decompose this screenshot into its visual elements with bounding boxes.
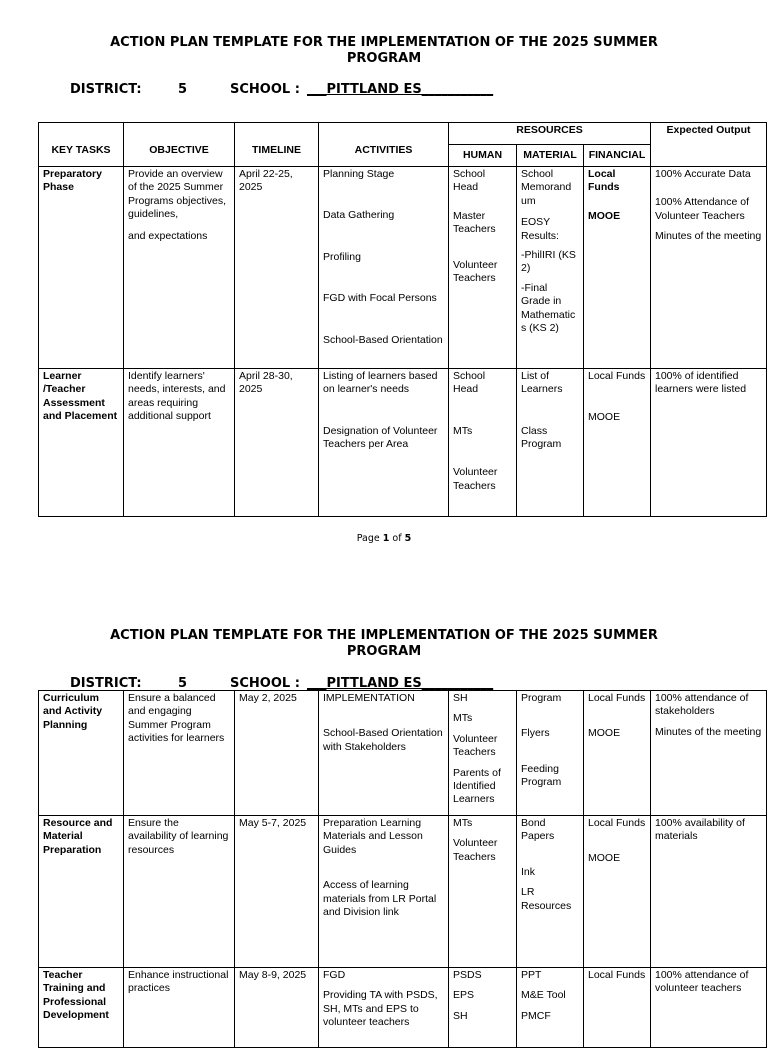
school-label: SCHOOL : — [230, 676, 300, 691]
material-cell — [517, 968, 584, 1048]
human-item: Parents of Identified Learners — [453, 766, 501, 806]
financial-item: MOOE — [588, 411, 621, 424]
district-value: 5 — [178, 82, 188, 97]
human-item: MTs — [453, 424, 473, 437]
human-item: PSDS — [453, 969, 482, 981]
material-cell — [517, 167, 584, 369]
activities-cell — [319, 968, 449, 1048]
material-item: M&E Tool — [521, 989, 566, 1002]
material-item: EOSY Results: — [521, 216, 559, 242]
output-item: 100% Accurate Data — [655, 168, 751, 180]
header-objective: OBJECTIVE — [124, 123, 235, 167]
header-material: MATERIAL — [517, 145, 584, 167]
financial-cell — [584, 369, 651, 517]
district-label: DISTRICT: — [70, 82, 142, 97]
output-item: 100% Attendance of Volunteer Teachers — [655, 196, 749, 222]
material-item: Feeding Program — [521, 762, 562, 789]
human-item: Volunteer Teachers — [453, 258, 498, 285]
human-item: Volunteer Teachers — [453, 732, 498, 759]
activity-item: School-Based Orientation — [323, 333, 443, 346]
output-item: Minutes of the meeting — [655, 230, 762, 243]
human-cell — [449, 968, 517, 1048]
header-timeline: TIMELINE — [235, 123, 319, 167]
material-item: -PhilIRI (KS 2) — [521, 249, 576, 275]
financial-cell: Local Funds — [584, 968, 651, 1048]
timeline-cell: May 5-7, 2025 — [235, 816, 319, 968]
human-item: School Head — [453, 168, 486, 194]
financial-item: MOOE — [588, 852, 621, 865]
school-value: ___PITTLAND ES___________ — [307, 676, 494, 691]
page-number-current: 1 — [382, 533, 390, 544]
objective-text: and expectations — [128, 229, 208, 242]
page2-title-line2: PROGRAM — [346, 644, 422, 659]
activity-item: FGD with Focal Persons — [323, 292, 437, 305]
objective-cell — [124, 167, 235, 369]
key-task-cell: Resource and Material Preparation — [39, 816, 124, 968]
district-label: DISTRICT: — [70, 676, 142, 691]
activity-item: Planning Stage — [323, 168, 395, 180]
page2-action-plan-table — [38, 690, 767, 1048]
page-number-prefix: Page — [356, 533, 380, 544]
human-cell — [449, 369, 517, 517]
output-cell — [651, 167, 767, 369]
table-row — [39, 369, 767, 517]
output-cell: 100% attendance of volunteer teachers — [651, 968, 767, 1048]
page2-title-line1: ACTION PLAN TEMPLATE FOR THE IMPLEMENTATION OF THE 2025 SUMMER — [110, 628, 658, 643]
table-row — [39, 816, 767, 968]
human-item: MTs — [453, 712, 473, 725]
page-number-of: of — [392, 533, 402, 544]
page-number-total: 5 — [404, 533, 412, 544]
activity-item: Access of learning materials from LR Portal and Division link — [323, 879, 437, 919]
financial-item: Local Funds — [588, 370, 646, 382]
key-task-cell: Curriculum and Activity Planning — [39, 691, 124, 816]
financial-cell — [584, 691, 651, 816]
page1-title-line2: PROGRAM — [346, 51, 422, 66]
material-item: School Memorand um — [521, 168, 572, 207]
material-cell — [517, 816, 584, 968]
financial-item: MOOE — [588, 209, 621, 222]
page1-title-line1: ACTION PLAN TEMPLATE FOR THE IMPLEMENTATION OF THE 2025 SUMMER — [110, 35, 658, 50]
output-item: Minutes of the meeting — [655, 725, 762, 738]
page1-action-plan-table — [38, 122, 767, 517]
table-row — [39, 968, 767, 1048]
activity-item: IMPLEMENTATION — [323, 692, 415, 704]
human-item: Master Teachers — [453, 209, 496, 236]
timeline-cell: May 8-9, 2025 — [235, 968, 319, 1048]
header-expected-output: Expected Output — [651, 123, 767, 167]
timeline-cell: April 28-30, 2025 — [235, 369, 319, 517]
human-cell — [449, 816, 517, 968]
header-human: HUMAN — [449, 145, 517, 167]
human-item: MTs — [453, 817, 473, 829]
activity-item: Designation of Volunteer Teachers per Area — [323, 424, 438, 451]
human-item: SH — [453, 1009, 468, 1022]
financial-item: Local Funds — [588, 168, 620, 194]
activity-item: Listing of learners based on learner's needs — [323, 370, 438, 396]
material-item: Flyers — [521, 727, 550, 740]
school-value: ___PITTLAND ES___________ — [307, 82, 494, 97]
material-item: Program — [521, 692, 562, 704]
header-activities: ACTIVITIES — [319, 123, 449, 167]
financial-cell — [584, 816, 651, 968]
district-value: 5 — [178, 676, 188, 691]
output-cell — [651, 691, 767, 816]
human-cell — [449, 167, 517, 369]
activities-cell — [319, 691, 449, 816]
objective-cell: Ensure the availability of learning resources — [124, 816, 235, 968]
financial-item: Local Funds — [588, 692, 646, 704]
table-row — [39, 167, 767, 369]
financial-item: Local Funds — [588, 817, 646, 829]
objective-cell: Enhance instructional practices — [124, 968, 235, 1048]
timeline-cell: April 22-25, 2025 — [235, 167, 319, 369]
human-item: School Head — [453, 370, 486, 396]
human-item: EPS — [453, 989, 475, 1002]
material-item: Bond Papers — [521, 817, 555, 843]
key-task-cell: Teacher Training and Professional Development — [39, 968, 124, 1048]
material-item: -Final Grade in Mathematic s (KS 2) — [521, 281, 576, 335]
material-cell — [517, 691, 584, 816]
financial-item: MOOE — [588, 727, 621, 740]
output-cell: 100% availability of materials — [651, 816, 767, 968]
material-item: Ink — [521, 865, 536, 878]
material-item: PPT — [521, 969, 542, 981]
key-task-cell: Learner /Teacher Assessment and Placement — [39, 369, 124, 517]
activities-cell — [319, 167, 449, 369]
school-label: SCHOOL : — [230, 82, 300, 97]
header-key-tasks: KEY TASKS — [39, 123, 124, 167]
key-task-cell: Preparatory Phase — [39, 167, 124, 369]
activity-item: Profiling — [323, 250, 361, 263]
activity-item: Providing TA with PSDS, SH, MTs and EPS to volunteer teachers — [323, 989, 438, 1029]
output-cell: 100% of identified learners were listed — [651, 369, 767, 517]
objective-cell: Ensure a balanced and engaging Summer Program activities for learners — [124, 691, 235, 816]
table-row — [39, 691, 767, 816]
material-item: PMCF — [521, 1009, 551, 1022]
material-item: Class Program — [521, 424, 562, 451]
timeline-cell: May 2, 2025 — [235, 691, 319, 816]
material-item: List of Learners — [521, 370, 563, 396]
objective-text: Provide an overview of the 2025 Summer Programs objectives, guidelines, — [128, 168, 227, 221]
activity-item: School-Based Orientation with Stakeholders — [323, 727, 443, 753]
header-financial: FINANCIAL — [584, 145, 651, 167]
output-item: 100% attendance of stakeholders — [655, 692, 749, 718]
human-item: SH — [453, 692, 468, 704]
header-resources: RESOURCES — [449, 123, 651, 145]
material-cell — [517, 369, 584, 517]
page-number — [0, 533, 768, 544]
human-item: Volunteer Teachers — [453, 466, 498, 492]
activities-cell — [319, 816, 449, 968]
human-cell — [449, 691, 517, 816]
activities-cell — [319, 369, 449, 517]
activity-item: Data Gathering — [323, 209, 395, 222]
material-item: LR Resources — [521, 886, 572, 912]
financial-cell — [584, 167, 651, 369]
activity-item: Preparation Learning Materials and Lesson Guides — [323, 817, 423, 856]
activity-item: FGD — [323, 969, 346, 981]
human-item: Volunteer Teachers — [453, 837, 498, 863]
objective-cell: Identify learners' needs, interests, and areas requiring additional support — [124, 369, 235, 517]
